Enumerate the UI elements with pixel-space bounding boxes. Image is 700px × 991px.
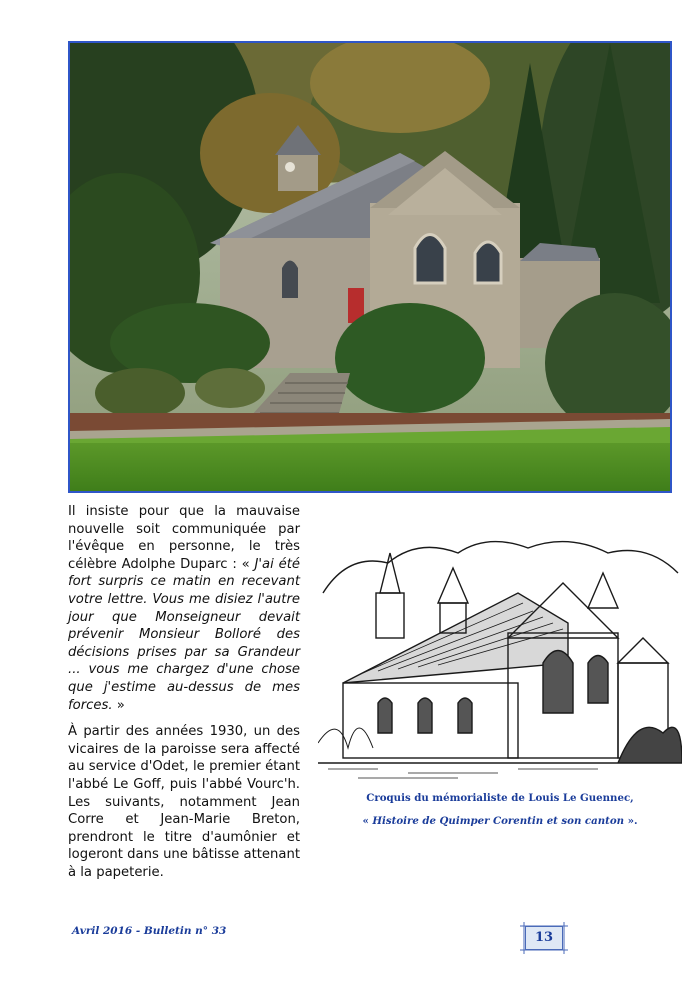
article-text [68, 503, 300, 890]
paragraph-2: À partir des années 1930, un des vicaires de la paroisse sera affecté au service d'Odet, le premier étant l'abbé Le Goff, puis l'abbé Vourc'h. Les suivants, notamment Jean Corre et Jean-Marie Breton, prendront le titre d'aumônier et logeront dans une bâtisse attenant à la papeterie. [68, 724, 300, 880]
chapel-photo [68, 41, 672, 493]
sketch-caption-line1: Croquis du mémorialiste de Louis Le Guennec, [366, 792, 634, 804]
sketch-caption-line2: « Histoire de Quimper Corentin et son canton ». [362, 815, 638, 827]
quote-duparc: J'ai été fort surpris ce matin en recevant votre lettre. Vous me disiez l'autre jour que Monseigneur devait prévenir Monsieur Bolloré des décisions prises par sa Grandeur ... vous me chargez d'une chose que j'estime au-dessus de mes forces. [68, 556, 301, 713]
paragraph-1: Il insiste pour que la mauvaise nouvelle soit communiquée par l'évêque en personne, le très célèbre Adolphe Duparc : « J'ai été fort surpris ce matin en recevant votre lettre. Vous me disiez l'autre jour que Monseigneur devait prévenir Monsieur Bolloré des décisions prises par sa Grandeur ... vous me chargez d'une chose que j'estime au-dessus de mes forces. » [68, 504, 301, 713]
chapel-sketch [318, 533, 682, 783]
page-number: 13 [525, 926, 563, 950]
footer-bulletin: Avril 2016 - Bulletin n° 33 [72, 925, 227, 937]
book-title: Histoire de Quimper Corentin et son canton [372, 815, 625, 827]
